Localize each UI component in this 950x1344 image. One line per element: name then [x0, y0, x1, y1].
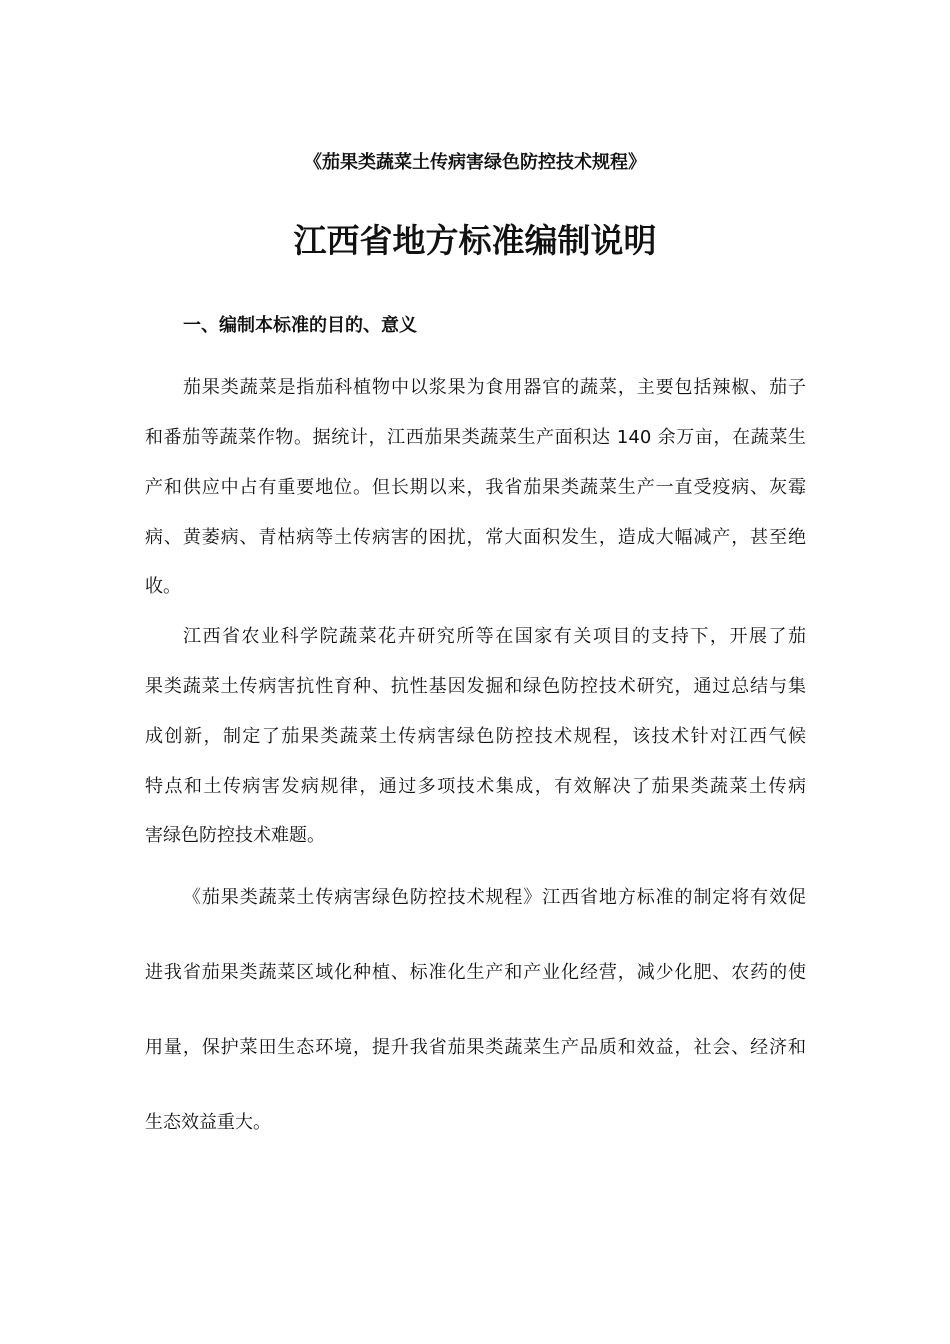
- paragraph-line: 特点和土传病害发病规律，通过多项技术集成，有效解决了茄果类蔬菜土传病: [145, 776, 806, 797]
- paragraph-line: 江西省农业科学院蔬菜花卉研究所等在国家有关项目的支持下，开展了茄: [183, 626, 806, 647]
- paragraph-line: 用量，保护菜田生态环境，提升我省茄果类蔬菜生产品质和效益，社会、经济和: [145, 1037, 806, 1058]
- paragraph-line: 收。: [145, 576, 181, 597]
- paragraph-line: 和番茄等蔬菜作物。据统计，江西茄果类蔬菜生产面积达 140 余万亩，在蔬菜生: [145, 427, 806, 448]
- paragraph-line: 病、黄萎病、青枯病等土传病害的困扰，常大面积发生，造成大幅减产，甚至绝: [145, 527, 806, 548]
- paragraph-line: 茄果类蔬菜是指茄科植物中以浆果为食用器官的蔬菜，主要包括辣椒、茄子: [183, 377, 806, 398]
- section-heading: 一、编制本标准的目的、意义: [183, 315, 417, 336]
- document-subtitle: 《茄果类蔬菜土传病害绿色防控技术规程》: [304, 152, 646, 173]
- document-title: 江西省地方标准编制说明: [293, 221, 657, 260]
- paragraph-line: 产和供应中占有重要地位。但长期以来，我省茄果类蔬菜生产一直受疫病、灰霉: [145, 477, 806, 498]
- paragraph-line: 果类蔬菜土传病害抗性育种、抗性基因发掘和绿色防控技术研究，通过总结与集: [145, 676, 806, 697]
- paragraph-line: 害绿色防控技术难题。: [145, 825, 325, 846]
- paragraph-line: 《茄果类蔬菜土传病害绿色防控技术规程》江西省地方标准的制定将有效促: [183, 887, 806, 908]
- paragraph-line: 进我省茄果类蔬菜区域化种植、标准化生产和产业化经营，减少化肥、农药的使: [145, 962, 806, 983]
- paragraph-line: 生态效益重大。: [145, 1112, 271, 1133]
- paragraph-line: 成创新，制定了茄果类蔬菜土传病害绿色防控技术规程，该技术针对江西气候: [145, 726, 806, 747]
